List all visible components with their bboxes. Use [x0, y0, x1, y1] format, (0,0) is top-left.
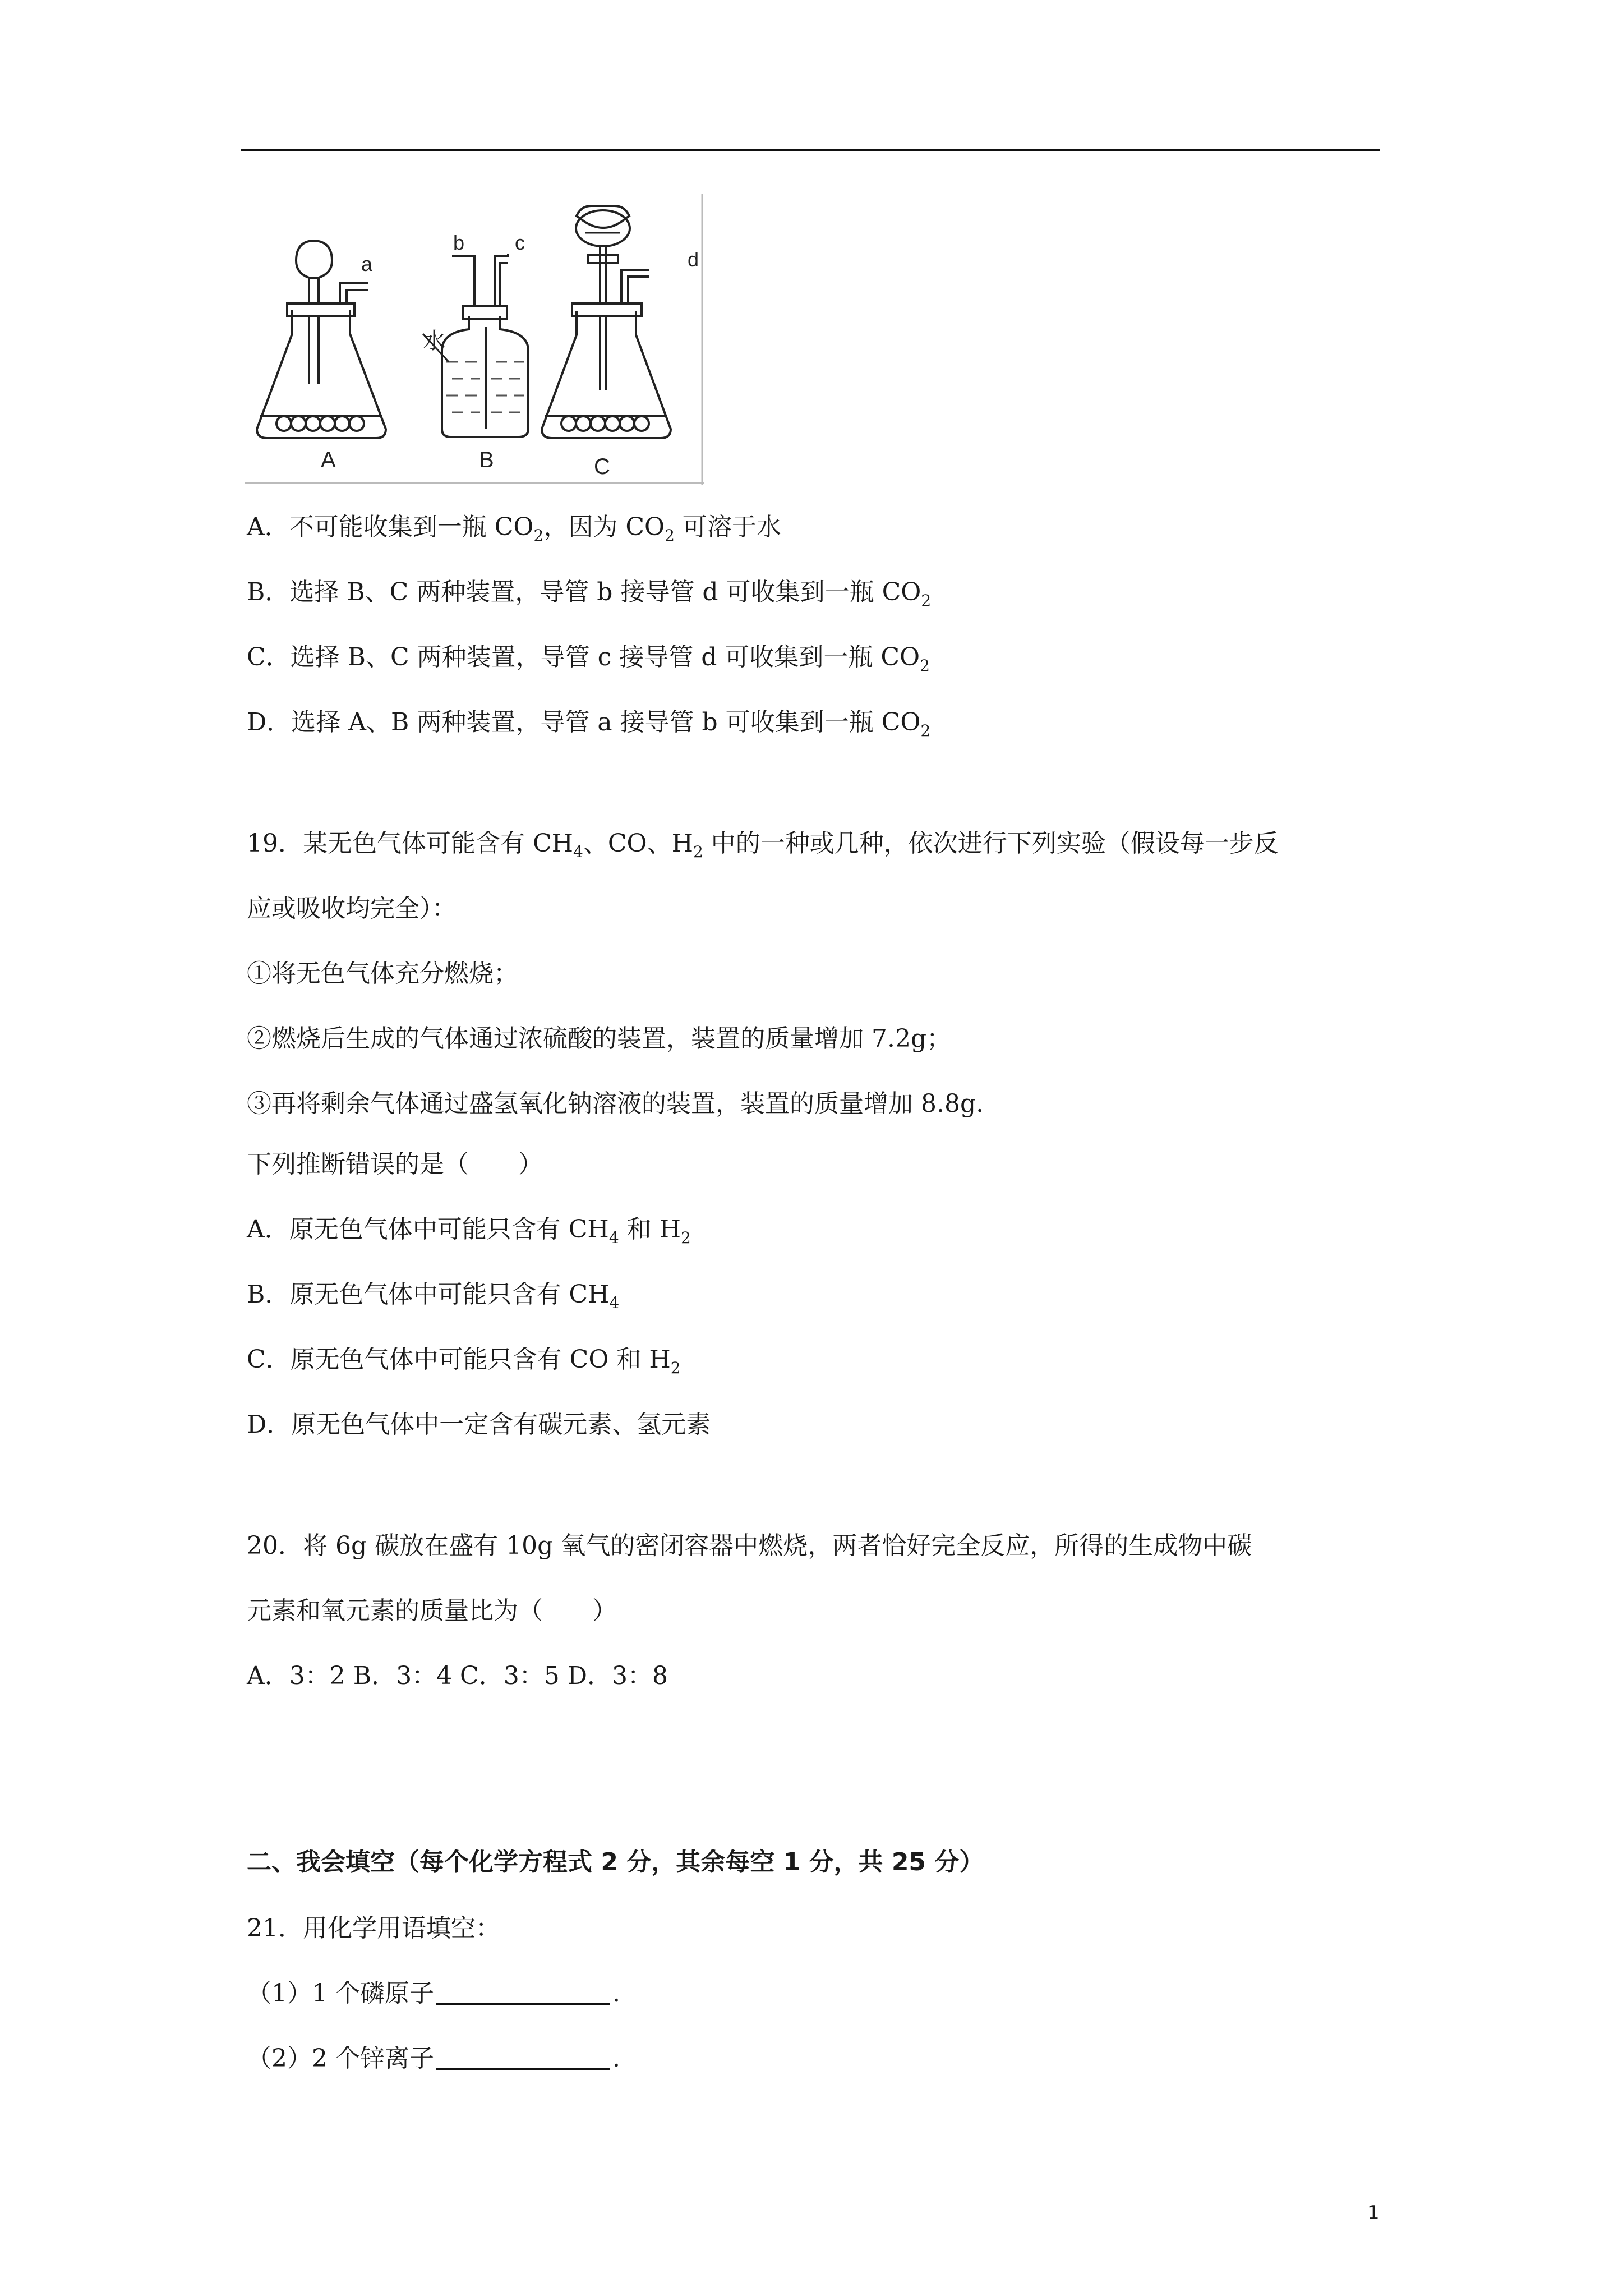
- label-C: C: [594, 454, 610, 479]
- q18-option-d: [247, 706, 930, 739]
- text: .: [612, 2044, 620, 2073]
- q19-stem-line2: 应或吸收均完全）：: [247, 894, 457, 923]
- q21-item-1: [247, 1977, 620, 2010]
- q21-item-2: [247, 2042, 620, 2076]
- section-title: 二、我会填空（每个化学方程式 2 分，其余每空 1 分，共 25 分）: [247, 1848, 984, 1876]
- label-c: c: [515, 231, 525, 254]
- answer-blank[interactable]: [436, 1977, 610, 2005]
- answer-blank[interactable]: [436, 2042, 610, 2070]
- subscript: 2: [670, 1359, 681, 1377]
- text: 中的一种或几种，依次进行下列实验（假设每一步反: [703, 829, 1279, 858]
- text: C．原无色气体中可能只含有 CO 和 H: [247, 1345, 671, 1374]
- q19-option-c: [247, 1343, 681, 1377]
- q20-stem-line2: 元素和氧元素的质量比为（ ）: [247, 1596, 617, 1625]
- subscript: 2: [665, 526, 675, 545]
- label-b: b: [453, 231, 465, 254]
- page-number: 1: [1367, 2202, 1380, 2224]
- text: 19．某无色气体可能含有 CH: [247, 829, 574, 858]
- q18-option-b: [247, 576, 931, 609]
- subscript: 2: [533, 526, 544, 545]
- q19-prompt: 下列推断错误的是（ ）: [247, 1150, 543, 1179]
- apparatus-diagram: [245, 194, 704, 485]
- text: B．原无色气体中可能只含有 CH: [247, 1280, 610, 1309]
- subscript: 4: [609, 1294, 620, 1312]
- text: .: [612, 1979, 620, 2008]
- subscript: 2: [693, 843, 703, 861]
- label-B: B: [479, 448, 494, 472]
- label-A: A: [321, 448, 336, 472]
- q19-step-1: ①将无色气体充分燃烧；: [247, 959, 518, 988]
- q20-stem-line1: 20．将 6g 碳放在盛有 10g 氧气的密闭容器中燃烧，两者恰好完全反应，所得的生成物中碳: [247, 1531, 1252, 1560]
- q18-option-a: [247, 510, 781, 544]
- subscript: 4: [608, 1228, 619, 1247]
- apparatus-figure: [245, 194, 704, 485]
- label-water: 水: [423, 328, 445, 354]
- subscript: 2: [920, 656, 930, 675]
- q19-option-b: [247, 1278, 619, 1312]
- q20-options: A．3：2 B．3：4 C．3：5 D．3：8: [247, 1662, 668, 1690]
- subscript: 2: [920, 721, 931, 740]
- text: ，因为 CO: [543, 513, 665, 541]
- q19-option-a: [247, 1213, 691, 1246]
- text: A．不可能收集到一瓶 CO: [247, 513, 534, 541]
- text: B．选择 B、C 两种装置，导管 b 接导管 d 可收集到一瓶 CO: [247, 578, 921, 606]
- q19-stem-line1: [247, 827, 1279, 861]
- text: 、CO、H: [583, 829, 693, 858]
- text: D．选择 A、B 两种装置，导管 a 接导管 b 可收集到一瓶 CO: [247, 708, 921, 737]
- text: C．选择 B、C 两种装置，导管 c 接导管 d 可收集到一瓶 CO: [247, 643, 920, 671]
- q21-stem: 21．用化学用语填空：: [247, 1914, 500, 1943]
- header-rule: [241, 149, 1380, 151]
- q19-step-2: ②燃烧后生成的气体通过浓硫酸的装置，装置的质量增加 7.2g；: [247, 1024, 952, 1053]
- label-d: d: [688, 248, 699, 271]
- text: A．原无色气体中可能只含有 CH: [247, 1215, 609, 1244]
- text: （1）1 个磷原子: [247, 1979, 434, 2008]
- text: 和 H: [619, 1215, 681, 1244]
- apparatus-c: [542, 206, 671, 438]
- text: （2）2 个锌离子: [247, 2044, 434, 2073]
- q18-option-c: [247, 641, 930, 674]
- text: 可溶于水: [674, 513, 781, 541]
- q19-step-3: ③再将剩余气体通过盛氢氧化钠溶液的装置，装置的质量增加 8.8g.: [247, 1089, 984, 1118]
- q19-option-d: D．原无色气体中一定含有碳元素、氢元素: [247, 1410, 711, 1439]
- label-a: a: [361, 252, 373, 275]
- subscript: 2: [680, 1228, 691, 1247]
- subscript: 2: [921, 591, 932, 610]
- subscript: 4: [573, 843, 583, 861]
